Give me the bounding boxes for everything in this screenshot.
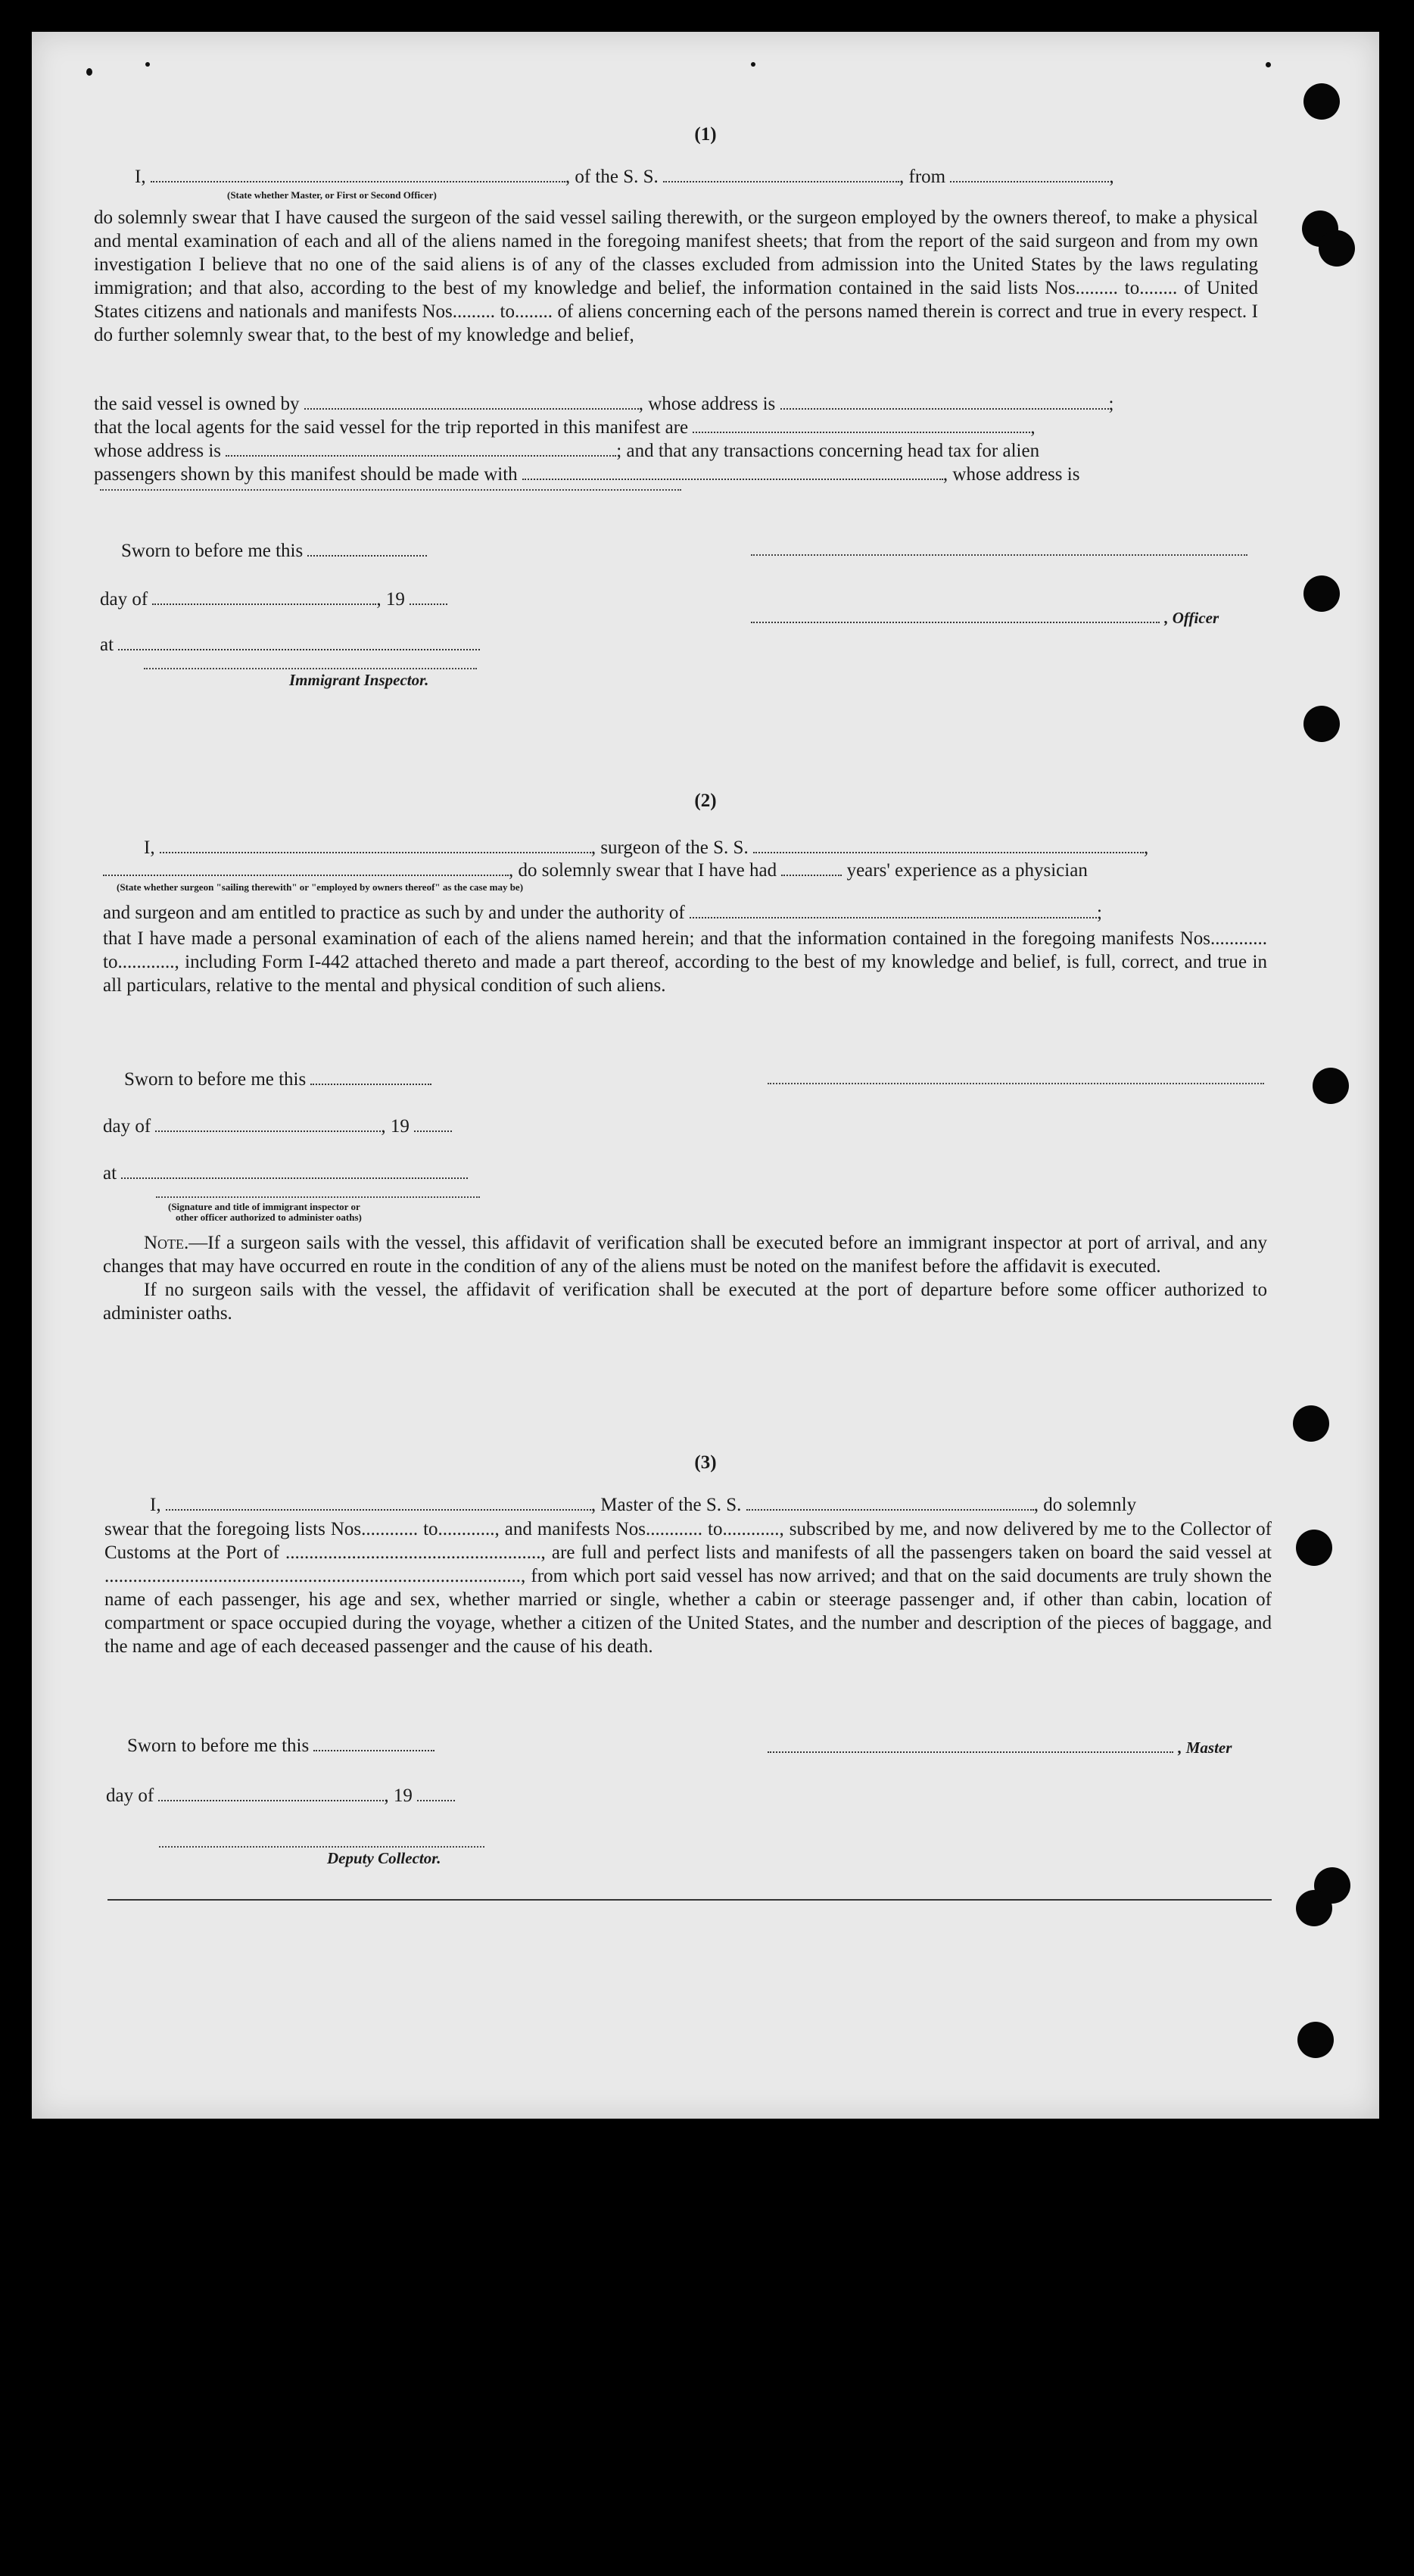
- master-name-blank: [166, 1497, 591, 1511]
- section-2-body-text: that I have made a personal examination of each of the aliens named herein; and that the information contained in the foregoing manifests Nos............ to............, including Form I-442 attached thereto and made a part thereof, according to the best of my knowledge and belief, is full, correct, and true in all particulars, relative to the mental and physical condition of such aliens.: [103, 928, 1267, 996]
- officer-label: , Officer: [1164, 609, 1219, 627]
- text: , do solemnly: [1033, 1495, 1137, 1515]
- bottom-rule: [107, 1899, 1272, 1901]
- text: ,: [1109, 167, 1114, 187]
- section-2-note: [103, 1231, 1267, 1325]
- text: I,: [144, 837, 155, 858]
- year-blank: [417, 1788, 455, 1801]
- punch-hole: [1303, 83, 1340, 120]
- section-2-line-3: [103, 903, 1102, 924]
- officer-blank: [151, 169, 565, 182]
- section-3-body-text: swear that the foregoing lists Nos............ to............, and manifests Nos............ to............, subscribed by me, and now delivered by me to the Collector of Customs at the Port of ......................................................, are full and perfect lists and manifests of all the passengers taken on board the said vessel at ........................................................................................, from which port said vessel has now arrived; and that on the said documents are truly shown the name of each passenger, his age and sex, whether married or single, whether a cabin or steerage passenger and, if other than cabin, location of compartment or space occupied during the voyage, whether a citizen of the United States, and the number and description of the pieces of baggage, and the name and age of each deceased passenger and the cause of his death.: [104, 1519, 1272, 1657]
- port-from-blank: [950, 169, 1109, 182]
- note-paragraph-2: If no surgeon sails with the vessel, the affidavit of verification shall be executed at the port of departure before some officer authorized to administer oaths.: [103, 1280, 1267, 1324]
- inspector-signature-blank: [144, 668, 477, 669]
- punch-hole: [1297, 2022, 1334, 2058]
- text: passengers shown by this manifest should be made with: [94, 464, 518, 485]
- section-2-heading: (2): [694, 791, 717, 811]
- signature-caption-2: other officer authorized to administer oaths): [176, 1212, 362, 1223]
- at-line-1: [100, 635, 480, 656]
- section-1-body-text: do solemnly swear that I have caused the surgeon of the said vessel sailing therewith, or the surgeon employed by the owners thereof, to make a physical and mental examination of each and all of the aliens named in the foregoing manifest sheets; that from the report of the said surgeon and from my own investigation I believe that no one of the said aliens is of any of the classes excluded from admission into the United States by the laws regulating immigration; and that also, according to the best of my knowledge and belief, the information contained in the said lists Nos......... to........ of United States citizens and nationals and manifests Nos......... to........ of aliens concerning each of the persons named therein is correct and true in every respect. I do further solemnly swear that, to the best of my knowledge and belief,: [94, 207, 1258, 345]
- punch-hole: [1296, 1530, 1332, 1566]
- text: Sworn to before me this: [127, 1736, 310, 1756]
- ink-speck: [86, 68, 92, 76]
- authorized-officer-signature-blank: [156, 1196, 480, 1198]
- text: whose address is: [94, 441, 222, 461]
- month-blank: [158, 1788, 384, 1801]
- punch-hole: [1319, 230, 1355, 267]
- text: ;: [1108, 394, 1114, 414]
- master-label: , Master: [1178, 1739, 1232, 1757]
- text: , 19: [376, 589, 405, 610]
- text: Sworn to before me this: [121, 541, 304, 561]
- ship-name-blank: [663, 169, 899, 182]
- section-1-heading: (1): [694, 124, 717, 145]
- text: , whose address is: [942, 464, 1080, 485]
- sworn-date-blank: [310, 1071, 431, 1085]
- punch-hole: [1303, 575, 1340, 612]
- owned-by-line: [94, 394, 1113, 415]
- text: ,: [1030, 417, 1036, 438]
- text: at: [103, 1163, 117, 1184]
- master-signature-blank: [768, 1739, 1173, 1753]
- year-blank: [414, 1118, 452, 1132]
- day-of-line-1: [100, 589, 447, 610]
- text: day of: [100, 589, 148, 610]
- section-1-line-1: [135, 167, 1114, 188]
- authority-blank: [690, 905, 1097, 918]
- place-blank: [118, 637, 480, 650]
- punch-hole: [1296, 1890, 1332, 1926]
- signature-blank: [751, 554, 1247, 556]
- owner-blank: [304, 396, 639, 410]
- years-blank: [781, 862, 842, 876]
- text: ,: [1143, 837, 1149, 858]
- note-text: —If a surgeon sails with the vessel, this affidavit of verification shall be executed before an immigrant inspector at port of arrival, and any changes that may have occurred en route in the condition of any of the aliens must be noted on the manifest before the affidavit is executed.: [103, 1233, 1267, 1277]
- section-2-body: [103, 927, 1267, 997]
- passengers-line: [94, 464, 1079, 485]
- section-1-body: [94, 206, 1258, 347]
- ship-name-blank: [753, 840, 1144, 853]
- month-blank: [152, 591, 376, 605]
- section-3-line-1: [150, 1495, 1136, 1516]
- note-label: Note.: [144, 1233, 189, 1253]
- ink-speck: [145, 62, 150, 67]
- text: ; and that any transactions concerning head tax for alien: [616, 441, 1040, 461]
- surgeon-caption: (State whether surgeon "sailing therewith" or "employed by owners thereof" as the case may be): [117, 881, 524, 893]
- text: , surgeon of the S. S.: [590, 837, 749, 858]
- agents-line: [94, 417, 1036, 438]
- text: I,: [150, 1495, 161, 1515]
- officer-signature-blank: [751, 610, 1160, 623]
- text: , do solemnly swear that I have had: [509, 860, 777, 881]
- day-of-line-2: [103, 1116, 452, 1137]
- officer-signature-line: [751, 607, 1219, 628]
- ship-name-blank: [746, 1497, 1034, 1511]
- surgeon-signature-blank: [768, 1083, 1264, 1084]
- address-continuation-blank: [100, 489, 681, 491]
- text: , from: [899, 167, 946, 187]
- punch-hole: [1303, 706, 1340, 742]
- text: that the local agents for the said vessel for the trip reported in this manifest are: [94, 417, 689, 438]
- agents-address-blank: [226, 443, 616, 457]
- section-2-line-2: [103, 860, 1088, 881]
- text: , 19: [381, 1116, 410, 1137]
- section-2-line-1: [144, 837, 1148, 859]
- master-signature-line: [768, 1737, 1232, 1758]
- punch-hole: [1293, 1405, 1329, 1442]
- sworn-date-blank: [313, 1738, 434, 1751]
- sworn-line-3: [127, 1736, 434, 1757]
- signature-caption-1: (Signature and title of immigrant inspector or: [168, 1201, 360, 1212]
- whose-address-line: [94, 441, 1039, 462]
- owner-address-blank: [780, 396, 1109, 410]
- text: , 19: [384, 1785, 413, 1806]
- at-line-2: [103, 1163, 468, 1184]
- text: I,: [135, 167, 146, 187]
- text: day of: [106, 1785, 154, 1806]
- place-blank: [121, 1165, 468, 1179]
- text: at: [100, 635, 114, 655]
- collector-label: Deputy Collector.: [327, 1849, 441, 1867]
- text: ;: [1097, 903, 1102, 923]
- year-blank: [410, 591, 447, 605]
- section-3-body: [104, 1517, 1272, 1658]
- text: and surgeon and am entitled to practice as such by and under the authority of: [103, 903, 685, 923]
- month-blank: [155, 1118, 381, 1132]
- text: years' experience as a physician: [846, 860, 1088, 881]
- ink-speck: [751, 62, 755, 67]
- sworn-line-1: [121, 541, 427, 562]
- surgeon-status-blank: [103, 862, 509, 876]
- collector-signature-blank: [159, 1846, 484, 1848]
- text: the said vessel is owned by: [94, 394, 300, 414]
- section-3-heading: (3): [694, 1452, 717, 1473]
- head-tax-agent-blank: [522, 466, 943, 480]
- text: , Master of the S. S.: [590, 1495, 742, 1515]
- note-paragraph: [103, 1231, 1267, 1278]
- inspector-label: Immigrant Inspector.: [289, 671, 429, 689]
- ink-speck: [1266, 62, 1271, 67]
- text: , whose address is: [638, 394, 776, 414]
- text: day of: [103, 1116, 151, 1137]
- text: Sworn to before me this: [124, 1069, 307, 1090]
- punch-hole: [1313, 1068, 1349, 1104]
- surgeon-name-blank: [160, 840, 591, 853]
- agents-blank: [693, 419, 1030, 433]
- officer-caption: (State whether Master, or First or Second Officer): [227, 189, 437, 201]
- sworn-line-2: [124, 1069, 431, 1090]
- day-of-line-3: [106, 1785, 455, 1807]
- sworn-date-blank: [307, 543, 427, 557]
- manifest-back-page: [32, 32, 1379, 2119]
- text: , of the S. S.: [565, 167, 659, 187]
